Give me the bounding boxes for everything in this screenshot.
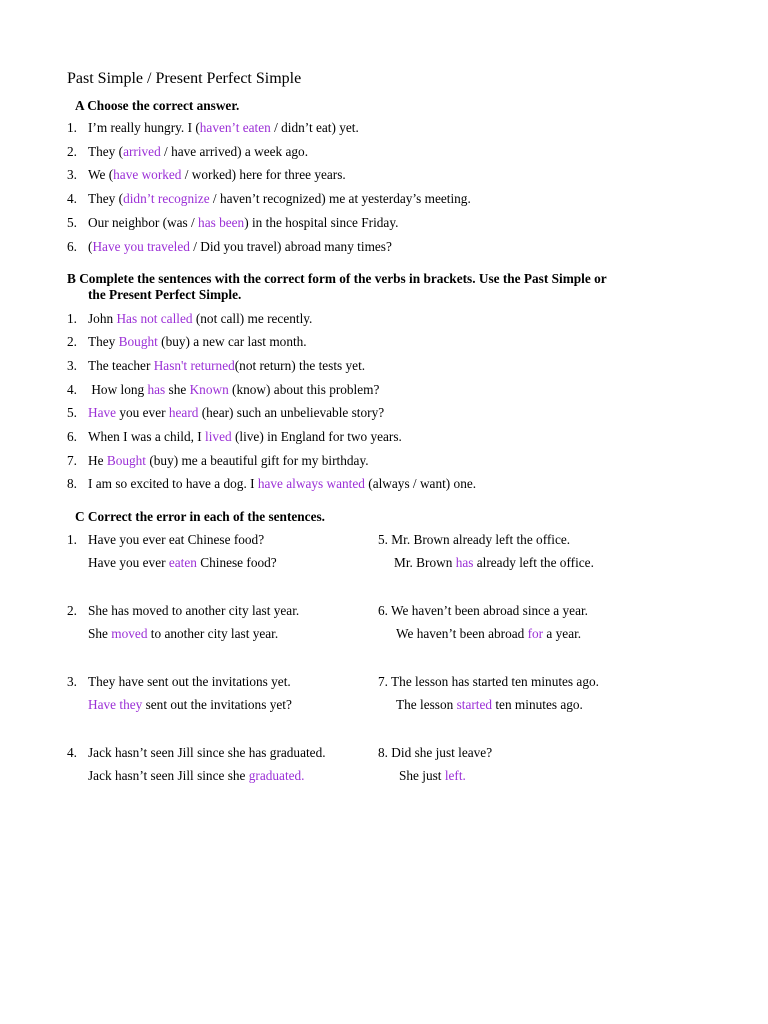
item-text: to another city last year. bbox=[147, 626, 279, 641]
item-text: Have you ever bbox=[88, 555, 169, 570]
answer-text: didn’t recognize bbox=[123, 191, 210, 206]
item-number: 8. bbox=[67, 476, 77, 491]
item-text: I am so excited to have a dog. I bbox=[88, 476, 258, 491]
item-number: 2. bbox=[67, 144, 77, 159]
original-sentence: Jack hasn’t seen Jill since she has graduated. bbox=[88, 745, 326, 760]
section-c-correction bbox=[394, 555, 594, 571]
answer-text: left. bbox=[444, 768, 466, 783]
item-text: Chinese food? bbox=[196, 555, 277, 570]
item-text: Our neighbor (was / bbox=[88, 215, 199, 230]
item-text: They ( bbox=[88, 144, 124, 159]
answer-text: Has not called bbox=[116, 311, 193, 326]
answer-text: heard bbox=[168, 405, 199, 420]
section-b-item bbox=[67, 311, 312, 327]
item-text: John bbox=[88, 311, 117, 326]
answer-text: Bought bbox=[106, 453, 147, 468]
item-number: 7. bbox=[67, 453, 77, 468]
item-text: When I was a child, I bbox=[88, 429, 206, 444]
item-text: (buy) me a beautiful gift for my birthday. bbox=[146, 453, 369, 468]
item-number: 1. bbox=[67, 311, 77, 326]
section-c-correction bbox=[88, 626, 278, 642]
section-b-heading-line1: B Complete the sentences with the correct form of the verbs in brackets. Use the Past Simple or bbox=[67, 271, 607, 286]
item-text: / haven’t recognized) me at yesterday’s meeting. bbox=[209, 191, 471, 206]
answer-text: Known bbox=[189, 382, 229, 397]
item-number: 3. bbox=[67, 674, 77, 689]
section-a-heading: A Choose the correct answer. bbox=[75, 98, 240, 113]
section-c-original: 8. Did she just leave? bbox=[378, 745, 493, 760]
item-text: a year. bbox=[543, 626, 582, 641]
item-text: She bbox=[88, 626, 112, 641]
original-sentence: They have sent out the invitations yet. bbox=[88, 674, 291, 689]
original-sentence: Have you ever eat Chinese food? bbox=[88, 532, 265, 547]
section-b-heading bbox=[67, 271, 607, 303]
section-b-item bbox=[67, 405, 384, 421]
item-text: she bbox=[165, 382, 190, 397]
item-number: 3. bbox=[67, 167, 77, 182]
section-b-item bbox=[67, 358, 365, 374]
item-text: (not call) me recently. bbox=[192, 311, 313, 326]
item-text: / worked) here for three years. bbox=[181, 167, 346, 182]
section-b-item bbox=[67, 453, 369, 469]
item-number: 4. bbox=[67, 191, 77, 206]
answer-text: eaten bbox=[168, 555, 197, 570]
page-title: Past Simple / Present Perfect Simple bbox=[67, 70, 302, 87]
section-c-correction bbox=[399, 768, 466, 784]
item-text: / have arrived) a week ago. bbox=[160, 144, 309, 159]
item-number: 6. bbox=[67, 429, 77, 444]
item-text: The teacher bbox=[88, 358, 154, 373]
section-c-original: 7. The lesson has started ten minutes ago. bbox=[378, 674, 599, 689]
item-number: 5. bbox=[67, 405, 77, 420]
item-text: / didn’t eat) yet. bbox=[270, 120, 359, 135]
section-c-original: 6. We haven’t been abroad since a year. bbox=[378, 603, 588, 618]
answer-text: started bbox=[456, 697, 493, 712]
item-text: (not return) the tests yet. bbox=[234, 358, 366, 373]
item-text: ( bbox=[88, 239, 93, 254]
item-text: (always / want) one. bbox=[364, 476, 477, 491]
section-a-item bbox=[67, 191, 471, 207]
answer-text: has been bbox=[198, 215, 245, 230]
section-a-item bbox=[67, 144, 308, 160]
item-number: 4. bbox=[67, 745, 77, 760]
item-text: ten minutes ago. bbox=[492, 697, 583, 712]
section-a-item bbox=[67, 120, 359, 136]
item-text: (know) about this problem? bbox=[228, 382, 380, 397]
section-c-correction bbox=[88, 768, 305, 784]
section-c-correction bbox=[396, 626, 581, 642]
answer-text: Have you traveled bbox=[92, 239, 190, 254]
item-text: They ( bbox=[88, 191, 124, 206]
answer-text: haven’t eaten bbox=[199, 120, 271, 135]
item-number: 1. bbox=[67, 532, 77, 547]
answer-text: Have they bbox=[88, 697, 143, 712]
section-b-item bbox=[67, 476, 476, 492]
section-b-item bbox=[67, 382, 379, 398]
answer-text: have worked bbox=[113, 167, 182, 182]
section-c-original bbox=[67, 745, 326, 761]
section-b-item bbox=[67, 334, 307, 350]
item-text: Jack hasn’t seen Jill since she bbox=[88, 768, 249, 783]
section-c-original: 5. Mr. Brown already left the office. bbox=[378, 532, 571, 547]
item-number: 6. bbox=[67, 239, 77, 254]
item-text: ) in the hospital since Friday. bbox=[244, 215, 399, 230]
item-number: 2. bbox=[67, 603, 77, 618]
item-text: (buy) a new car last month. bbox=[157, 334, 307, 349]
item-text: Mr. Brown bbox=[394, 555, 456, 570]
answer-text: Bought bbox=[118, 334, 158, 349]
item-number: 4. bbox=[67, 382, 77, 397]
item-text: I’m really hungry. I ( bbox=[88, 120, 200, 135]
section-c-original bbox=[67, 674, 291, 690]
item-text: already left the office. bbox=[473, 555, 594, 570]
section-a-item bbox=[67, 239, 392, 255]
item-text: We haven’t been abroad bbox=[396, 626, 528, 641]
item-text: He bbox=[88, 453, 107, 468]
item-text: / Did you travel) abroad many times? bbox=[189, 239, 392, 254]
section-c-correction bbox=[88, 555, 277, 571]
section-c-original bbox=[67, 603, 299, 619]
section-b-heading-line2: the Present Perfect Simple. bbox=[88, 287, 242, 302]
section-c-heading: C Correct the error in each of the sentences. bbox=[75, 509, 325, 524]
item-text: (hear) such an unbelievable story? bbox=[198, 405, 385, 420]
answer-text: moved bbox=[111, 626, 148, 641]
answer-text: have always wanted bbox=[257, 476, 365, 491]
answer-text: has bbox=[147, 382, 166, 397]
item-text: They bbox=[88, 334, 119, 349]
item-number: 2. bbox=[67, 334, 77, 349]
section-c-correction bbox=[88, 697, 292, 713]
answer-text: has bbox=[455, 555, 474, 570]
section-c-original bbox=[67, 532, 264, 548]
section-a-item bbox=[67, 167, 346, 183]
answer-text: Hasn't returned bbox=[153, 358, 235, 373]
answer-text: graduated. bbox=[248, 768, 305, 783]
answer-text: Have bbox=[88, 405, 117, 420]
section-a-item bbox=[67, 215, 398, 231]
item-number: 1. bbox=[67, 120, 77, 135]
item-number: 3. bbox=[67, 358, 77, 373]
item-text: She just bbox=[399, 768, 445, 783]
item-text: We ( bbox=[88, 167, 114, 182]
answer-text: arrived bbox=[123, 144, 161, 159]
answer-text: lived bbox=[205, 429, 232, 444]
item-text: you ever bbox=[116, 405, 169, 420]
section-c-correction bbox=[396, 697, 583, 713]
item-text: The lesson bbox=[396, 697, 457, 712]
item-text: (live) in England for two years. bbox=[231, 429, 402, 444]
item-text: How long bbox=[88, 382, 148, 397]
item-number: 5. bbox=[67, 215, 77, 230]
original-sentence: She has moved to another city last year. bbox=[88, 603, 300, 618]
item-text: sent out the invitations yet? bbox=[142, 697, 292, 712]
section-b-item bbox=[67, 429, 402, 445]
answer-text: for bbox=[527, 626, 544, 641]
